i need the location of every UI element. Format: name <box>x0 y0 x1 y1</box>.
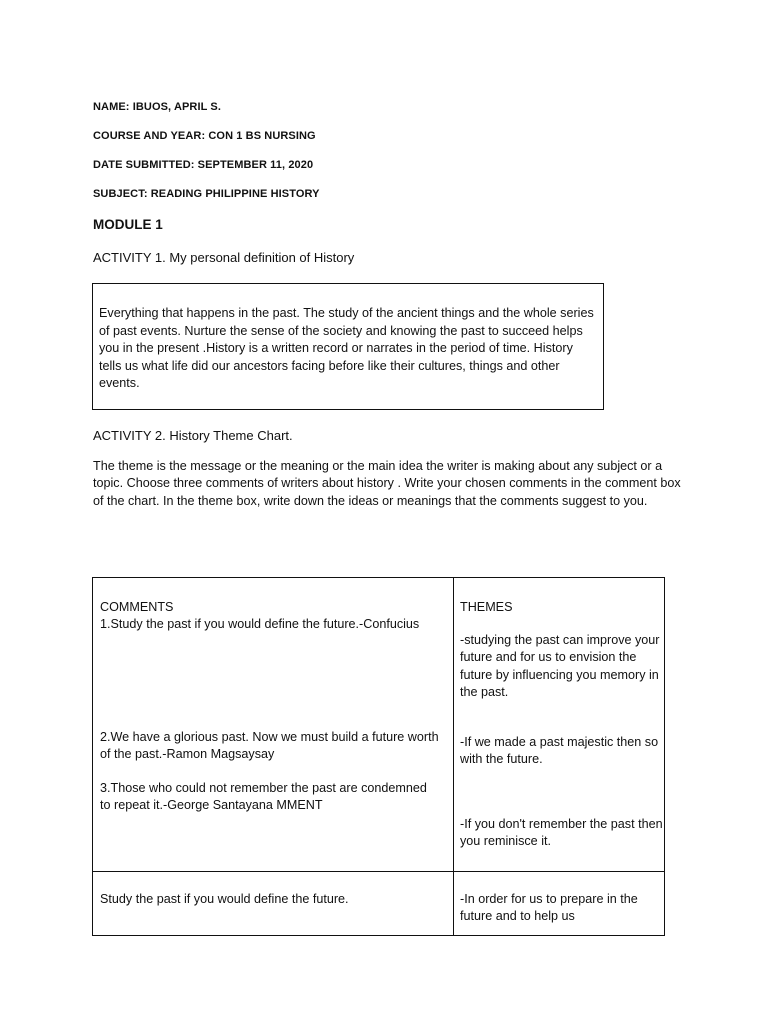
activity1-title: ACTIVITY 1. My personal definition of History <box>93 250 355 265</box>
course-and-year: COURSE AND YEAR: CON 1 BS NURSING <box>93 130 316 142</box>
subject: SUBJECT: READING PHILIPPINE HISTORY <box>93 188 320 200</box>
activity1-answer: Everything that happens in the past. The study of the ancient things and the whole series of past events. Nurture the sense of the society and knowing the past to succeed helps you in the present .History is a written record or narrates in the period of time. History tells us what life did our ancestors facing before like their cultures, things and other events. <box>99 306 594 391</box>
activity1-answer-box <box>92 283 604 410</box>
date-submitted: DATE SUBMITTED: SEPTEMBER 11, 2020 <box>93 159 314 171</box>
themes-header: THEMES <box>460 600 513 614</box>
theme-3: -If you don't remember the past then you reminisce it. <box>460 817 663 849</box>
comment-2: 2.We have a glorious past. Now we must build a future worth of the past.-Ramon Magsaysay <box>100 730 439 762</box>
activity2-instructions: The theme is the message or the meaning or the main idea the writer is making about any subject or a topic. Choose three comments of writers about history . Write your chosen comments in the comment box of the chart. In the theme box, write down the ideas or meanings that the comments suggest to you. <box>93 459 681 508</box>
summary-theme: -In order for us to prepare in the future and to help us <box>460 892 638 924</box>
student-name: NAME: IBUOS, APRIL S. <box>93 101 221 113</box>
comment-1: 1.Study the past if you would define the future.-Confucius <box>100 617 420 631</box>
chart-column-divider <box>453 578 454 935</box>
chart-row-divider <box>93 871 664 872</box>
activity2-title: ACTIVITY 2. History Theme Chart. <box>93 428 293 443</box>
comment-3: 3.Those who could not remember the past are condemned to repeat it.-George Santayana MMENT <box>100 781 427 813</box>
module-title: MODULE 1 <box>93 217 163 232</box>
comments-header: COMMENTS <box>100 600 174 614</box>
history-theme-chart <box>92 577 665 936</box>
theme-2: -If we made a past majestic then so with the future. <box>460 735 659 767</box>
summary-comment: Study the past if you would define the future. <box>100 892 349 906</box>
theme-1: -studying the past can improve your future and for us to envision the future by influencing you memory in the past. <box>460 633 660 700</box>
